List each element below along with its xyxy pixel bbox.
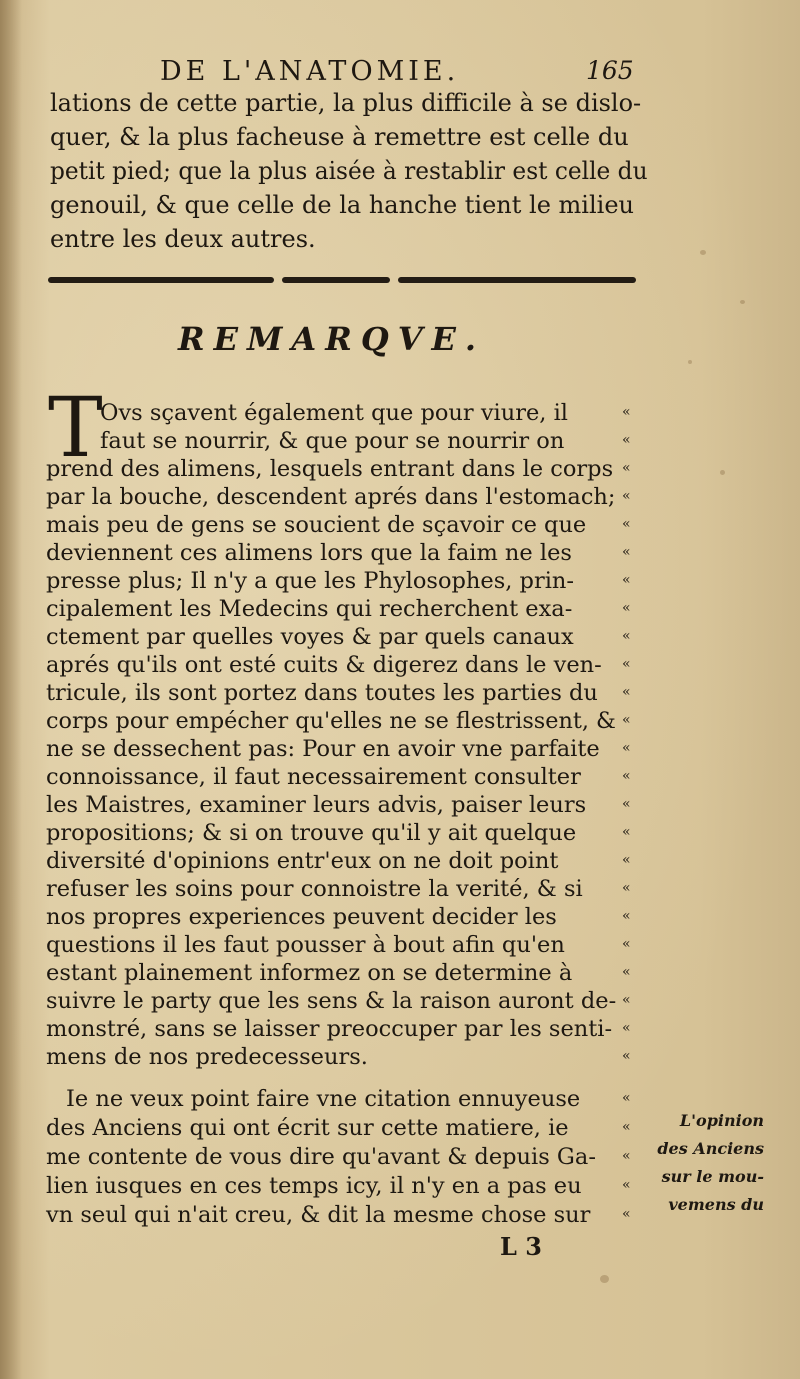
margin-note-line: sur le mou- (661, 1167, 764, 1186)
quote-mark: « (622, 964, 631, 980)
rule-segment (398, 277, 636, 283)
quote-mark: « (622, 824, 631, 840)
margin-note-line: L'opinion (679, 1111, 764, 1130)
running-title: DE L'ANATOMIE. (160, 56, 460, 87)
rule-segment (282, 277, 390, 283)
quote-mark: « (622, 460, 631, 476)
text-line: estant plainement informez on se determine à (46, 960, 573, 986)
text-line: connoissance, il faut necessairement consulter (46, 764, 581, 790)
text-line: entre les deux autres. (50, 225, 316, 253)
margin-note-line: vemens du (668, 1195, 764, 1214)
quote-mark: « (622, 684, 631, 700)
text-line: corps pour empécher qu'elles ne se flestrissent, & (46, 708, 616, 734)
quote-mark: « (622, 1148, 631, 1164)
text-line: ctement par quelles voyes & par quels canaux (46, 624, 574, 650)
text-line: propositions; & si on trouve qu'il y ait quelque (46, 820, 577, 846)
text-line: deviennent ces alimens lors que la faim ne les (46, 540, 572, 566)
page-number: 165 (586, 56, 634, 85)
text-line: lien iusques en ces temps icy, il n'y en a pas eu (46, 1173, 582, 1199)
drop-cap: T (48, 381, 103, 476)
quote-mark: « (622, 1090, 631, 1106)
text-line: par la bouche, descendent aprés dans l'estomach; (46, 484, 616, 510)
quote-mark: « (622, 908, 631, 924)
quote-mark: « (622, 656, 631, 672)
paper-stain (600, 1275, 609, 1283)
text-line: monstré, sans se laisser preoccuper par les senti- (46, 1016, 613, 1042)
text-line: nos propres experiences peuvent decider les (46, 904, 557, 930)
quote-mark: « (622, 1119, 631, 1135)
text-line: diversité d'opinions entr'eux on ne doit point (46, 848, 559, 874)
text-line: cipalement les Medecins qui recherchent exa- (46, 596, 573, 622)
quote-mark: « (622, 1206, 631, 1222)
text-line: prend des alimens, lesquels entrant dans le corps (46, 456, 614, 482)
quote-mark: « (622, 880, 631, 896)
text-line: quer, & la plus facheuse à remettre est celle du (50, 123, 629, 151)
quote-mark: « (622, 544, 631, 560)
text-line: Ie ne veux point faire vne citation ennuyeuse (66, 1086, 581, 1112)
margin-note-line: des Anciens (657, 1139, 764, 1158)
text-line: refuser les soins pour connoistre la verité, & si (46, 876, 583, 902)
quote-mark: « (622, 600, 631, 616)
rule-segment (48, 277, 274, 283)
paper-stain (700, 250, 706, 255)
text-line: faut se nourrir, & que pour se nourrir on (100, 428, 565, 454)
text-line: les Maistres, examiner leurs advis, paiser leurs (46, 792, 587, 818)
paper-stain (688, 360, 692, 364)
section-heading: REMARQVE. (178, 320, 486, 358)
text-line: aprés qu'ils ont esté cuits & digerez dans le ven- (46, 652, 602, 678)
quote-mark: « (622, 1020, 631, 1036)
text-line: genouil, & que celle de la hanche tient le milieu (50, 191, 634, 219)
text-line: questions il les faut pousser à bout afin qu'en (46, 932, 565, 958)
quote-mark: « (622, 516, 631, 532)
binding-gutter (0, 0, 22, 1379)
quote-mark: « (622, 628, 631, 644)
quote-mark: « (622, 712, 631, 728)
quote-mark: « (622, 404, 631, 420)
text-line: lations de cette partie, la plus difficile à se dislo- (50, 89, 642, 117)
text-line: vn seul qui n'ait creu, & dit la mesme chose sur (46, 1202, 591, 1228)
quote-mark: « (622, 936, 631, 952)
quote-mark: « (622, 572, 631, 588)
quote-mark: « (622, 488, 631, 504)
text-line: mens de nos predecesseurs. (46, 1044, 368, 1070)
text-line: Ovs sçavent également que pour viure, il (100, 400, 568, 426)
quote-mark: « (622, 432, 631, 448)
quote-mark: « (622, 852, 631, 868)
paper-stain (720, 470, 725, 475)
signature-mark: L 3 (500, 1232, 542, 1261)
quote-mark: « (622, 992, 631, 1008)
text-line: tricule, ils sont portez dans toutes les parties du (46, 680, 598, 706)
ornamental-rule (48, 272, 636, 286)
quote-mark: « (622, 768, 631, 784)
text-line: presse plus; Il n'y a que les Phylosophes, prin- (46, 568, 575, 594)
paper-stain (740, 300, 745, 304)
quote-mark: « (622, 740, 631, 756)
quote-mark: « (622, 1177, 631, 1193)
text-line: me contente de vous dire qu'avant & depuis Ga- (46, 1144, 596, 1170)
text-line: suivre le party que les sens & la raison auront de- (46, 988, 617, 1014)
text-line: petit pied; que la plus aisée à restablir est celle du (50, 157, 648, 185)
quote-mark: « (622, 1048, 631, 1064)
text-line: des Anciens qui ont écrit sur cette matiere, ie (46, 1115, 569, 1141)
text-line: ne se dessechent pas: Pour en avoir vne parfaite (46, 736, 600, 762)
quote-mark: « (622, 796, 631, 812)
text-line: mais peu de gens se soucient de sçavoir ce que (46, 512, 587, 538)
